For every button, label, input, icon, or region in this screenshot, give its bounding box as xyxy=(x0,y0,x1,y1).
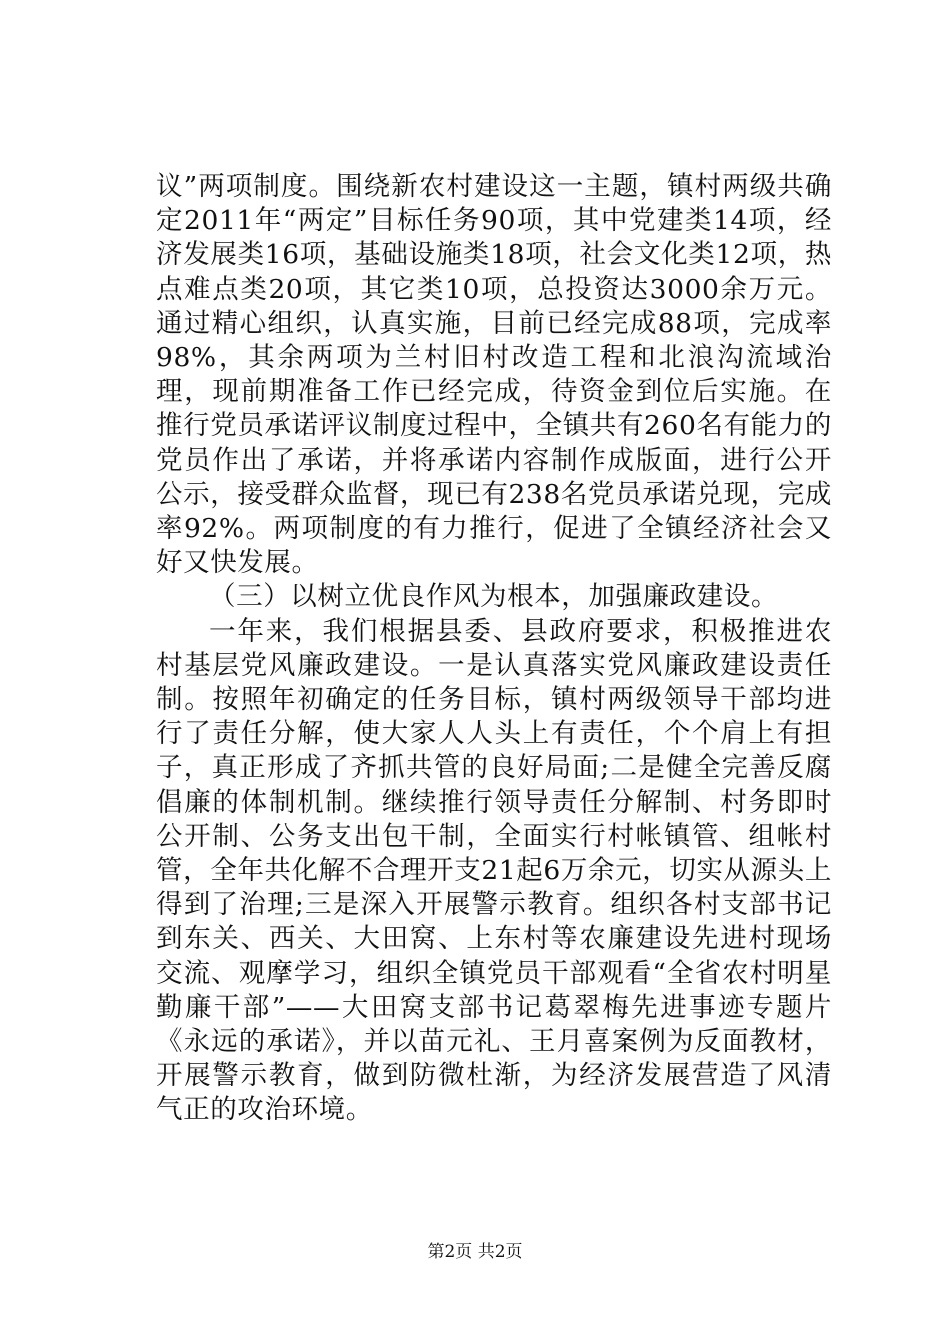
paragraph-continuation: 议”两项制度。围绕新农村建设这一主题，镇村两级共确定2011年“两定”目标任务90项，其中党建类14项，经济发展类16项，基础设施类18项，社会文化类12项，热点难点类20项，其它类10项，总投资达3000余万元。通过精心组织，认真实施，目前已经完成88项，完成率98%，其余两项为兰村旧村改造工程和北浪沟流域治理，现前期准备工作已经完成，待资金到位后实施。在推行党员承诺评议制度过程中，全镇共有260名有能力的党员作出了承诺，并将承诺内容制作成版面，进行公开公示，接受群众监督，现已有238名党员承诺兑现，完成率92%。两项制度的有力推行，促进了全镇经济社会又好又快发展。 xyxy=(156,171,832,579)
document-body xyxy=(156,170,832,1128)
paragraph-body: 一年来，我们根据县委、县政府要求，积极推进农村基层党风廉政建设。一是认真落实党风廉政建设责任制。按照年初确定的任务目标，镇村两级领导干部均进行了责任分解，使大家人人头上有责任，个个肩上有担子，真正形成了齐抓共管的良好局面;二是健全完善反腐倡廉的体制机制。继续推行领导责任分解制、村务即时公开制、公务支出包干制，全面实行村帐镇管、组帐村管，全年共化解不合理开支21起6万余元，切实从源头上得到了治理;三是深入开展警示教育。组织各村支部书记到东关、西关、大田窝、上东村等农廉建设先进村现场交流、观摩学习，组织全镇党员干部观看“全省农村明星勤廉干部”——大田窝支部书记葛翠梅先进事迹专题片《永远的承诺》，并以苗元礼、王月喜案例为反面教材，开展警示教育，做到防微杜渐，为经济发展营造了风清气正的攻治环境。 xyxy=(156,615,832,1126)
page-footer: 第2页 共2页 xyxy=(427,1242,523,1262)
section-heading: （三）以树立优良作风为根本，加强廉政建设。 xyxy=(209,581,779,613)
